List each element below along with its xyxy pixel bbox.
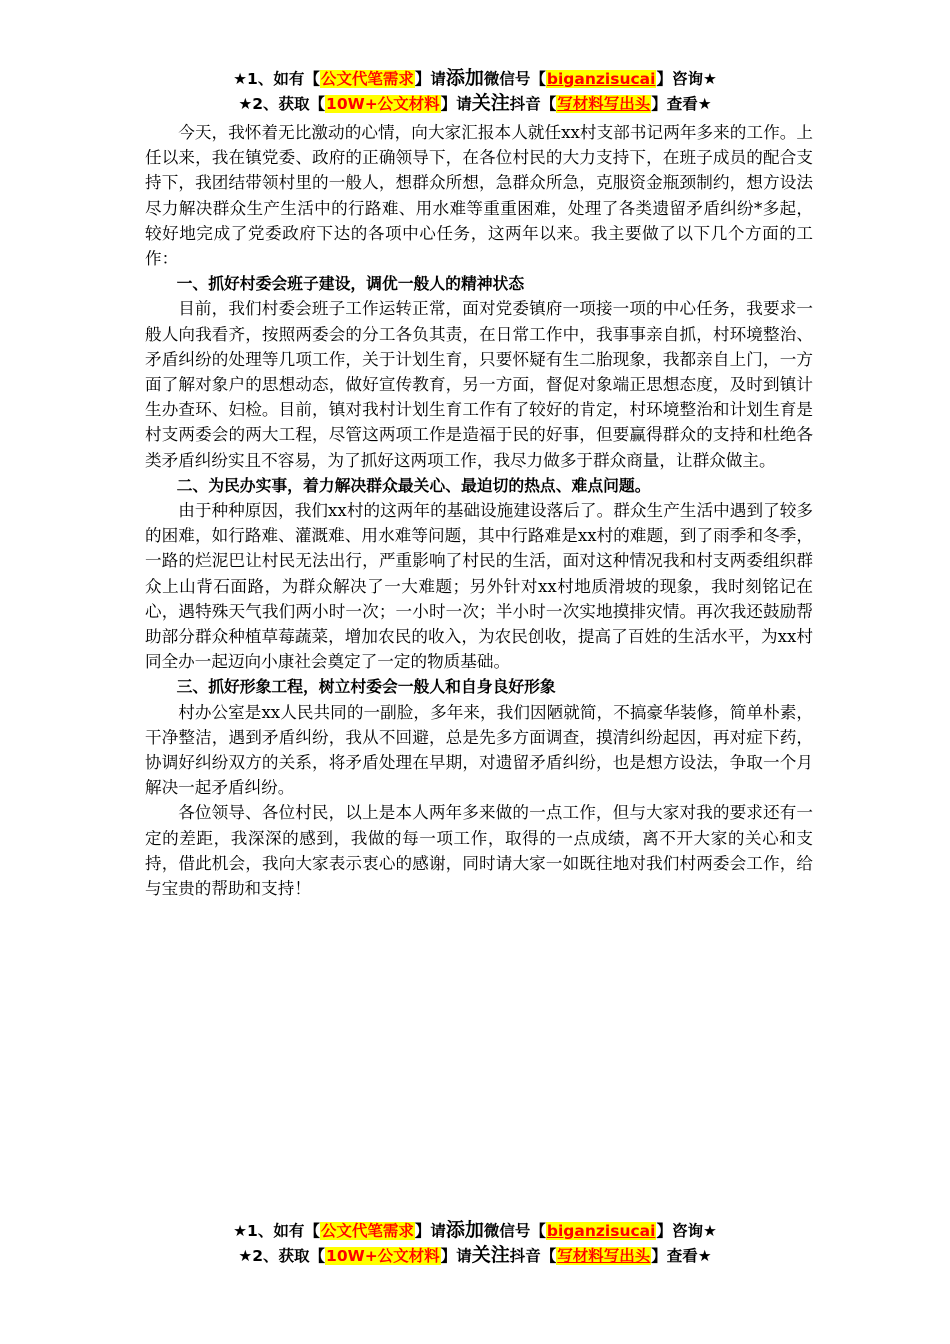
promo-highlight-materials: 10W+公文材料 <box>326 95 440 113</box>
promo-text: 2、获取【 <box>252 1247 326 1265</box>
star-icon: ★ <box>233 1222 248 1240</box>
promo-emphasis-follow: 关注 <box>471 1244 510 1266</box>
section-heading-2: 二、为民办实事，着力解决群众最关心、最迫切的热点、难点问题。 <box>176 475 651 495</box>
promo-highlight-materials: 10W+公文材料 <box>326 1247 440 1265</box>
star-icon: ★ <box>238 95 253 113</box>
promo-emphasis-add: 添加 <box>445 1219 484 1241</box>
promo-line-1 <box>0 1218 950 1243</box>
promo-douyin-account-link[interactable]: 写材料写出头 <box>557 95 651 113</box>
paragraph-section-2: 由于种种原因，我们xx村的这两年的基础设施建设落后了。群众生产生活中遇到了较多的困难，如行路难、灌溉难、用水难等问题，其中行路难是xx村的难题，到了雨季和冬季，一路的烂泥巴让村民无法出行，严重影响了村民的生活，面对这种情况我和村支两委组织群众上山背石面路，为群众解决了一大难题；另外针对xx村地质滑坡的现象，我时刻铭记在心，遇特殊天气我们两小时一次；一小时一次；半小时一次实地摸排灾情。再次我还鼓励帮助部分群众种植草莓蔬菜，增加农民的收入，为农民创收，提高了百姓的生活水平，为xx村同全办一起迈向小康社会奠定了一定的物质基础。 <box>145 501 813 672</box>
promo-wechat-id-link[interactable]: biganzisucai <box>546 70 656 88</box>
promo-text: 1、如有【 <box>247 1222 320 1240</box>
promo-highlight-service: 公文代笔需求 <box>320 1222 414 1240</box>
promo-text: 微信号【 <box>483 1222 546 1240</box>
promo-text: 】请 <box>440 1247 472 1265</box>
star-icon: ★ <box>233 70 248 88</box>
document-body <box>145 120 813 901</box>
promo-text: 微信号【 <box>483 70 546 88</box>
paragraph-section-3: 村办公室是xx人民共同的一副脸，多年来，我们因陋就简，不搞豪华装修，简单朴素，干净整洁，遇到矛盾纠纷，我从不回避，总是先多方面调查，摸清纠纷起因，再对症下药，协调好纠纷双方的关系，将矛盾处理在早期，对遗留矛盾纠纷，也是想方设法，争取一个月解决一起矛盾纠纷。 <box>145 702 813 798</box>
promo-text: 1、如有【 <box>247 70 320 88</box>
top-promo-banner <box>0 66 950 116</box>
promo-text: 抖音【 <box>509 1247 557 1265</box>
promo-text: 】咨询★ <box>656 1222 717 1240</box>
paragraph-section-1: 目前，我们村委会班子工作运转正常，面对党委镇府一项接一项的中心任务，我要求一般人向我看齐，按照两委会的分工各负其责，在日常工作中，我事事亲自抓，村环境整治、矛盾纠纷的处理等几项工作，关于计划生育，只要怀疑有生二胎现象，我都亲自上门，一方面了解对象户的思想动态，做好宣传教育，另一方面，督促对象端正思想态度，及时到镇计生办查环、妇检。目前，镇对我村计划生育工作有了较好的肯定，村环境整治和计划生育是村支两委会的两大工程，尽管这两项工作是造福于民的好事，但要赢得群众的支持和杜绝各类矛盾纠纷实且不容易，为了抓好这两项工作，我尽力做多于群众商量，让群众做主。 <box>145 299 813 470</box>
promo-text: 】请 <box>414 70 446 88</box>
promo-emphasis-follow: 关注 <box>471 92 510 114</box>
promo-line-2 <box>0 1243 950 1268</box>
promo-text: 2、获取【 <box>252 95 326 113</box>
promo-highlight-service: 公文代笔需求 <box>320 70 414 88</box>
promo-text: 】查看★ <box>651 1247 712 1265</box>
promo-text: 抖音【 <box>509 95 557 113</box>
paragraph-conclusion: 各位领导、各位村民，以上是本人两年多来做的一点工作，但与大家对我的要求还有一定的差距，我深深的感到，我做的每一项工作，取得的一点成绩，离不开大家的关心和支持，借此机会，我向大家表示衷心的感谢，同时请大家一如既往地对我们村两委会工作，给与宝贵的帮助和支持！ <box>145 803 813 899</box>
promo-text: 】请 <box>440 95 472 113</box>
section-heading-1: 一、抓好村委会班子建设，调优一般人的精神状态 <box>176 274 525 294</box>
star-icon: ★ <box>238 1247 253 1265</box>
bottom-promo-banner <box>0 1218 950 1268</box>
promo-emphasis-add: 添加 <box>445 67 484 89</box>
promo-line-1 <box>0 66 950 91</box>
promo-douyin-account-link[interactable]: 写材料写出头 <box>557 1247 651 1265</box>
section-heading-3: 三、抓好形象工程，树立村委会一般人和自身良好形象 <box>176 677 556 697</box>
promo-text: 】查看★ <box>651 95 712 113</box>
paragraph-intro: 今天，我怀着无比激动的心情，向大家汇报本人就任xx村支部书记两年多来的工作。上任以来，我在镇党委、政府的正确领导下，在各位村民的大力支持下，在班子成员的配合支持下，我团结带领村里的一般人，想群众所想，急群众所急，克服资金瓶颈制约，想方设法尽力解决群众生产生活中的行路难、用水难等重重困难，处理了各类遗留矛盾纠纷*多起，较好地完成了党委政府下达的各项中心任务，这两年以来。我主要做了以下几个方面的工作： <box>145 123 813 269</box>
promo-wechat-id-link[interactable]: biganzisucai <box>546 1222 656 1240</box>
promo-line-2 <box>0 91 950 116</box>
promo-text: 】请 <box>414 1222 446 1240</box>
promo-text: 】咨询★ <box>656 70 717 88</box>
